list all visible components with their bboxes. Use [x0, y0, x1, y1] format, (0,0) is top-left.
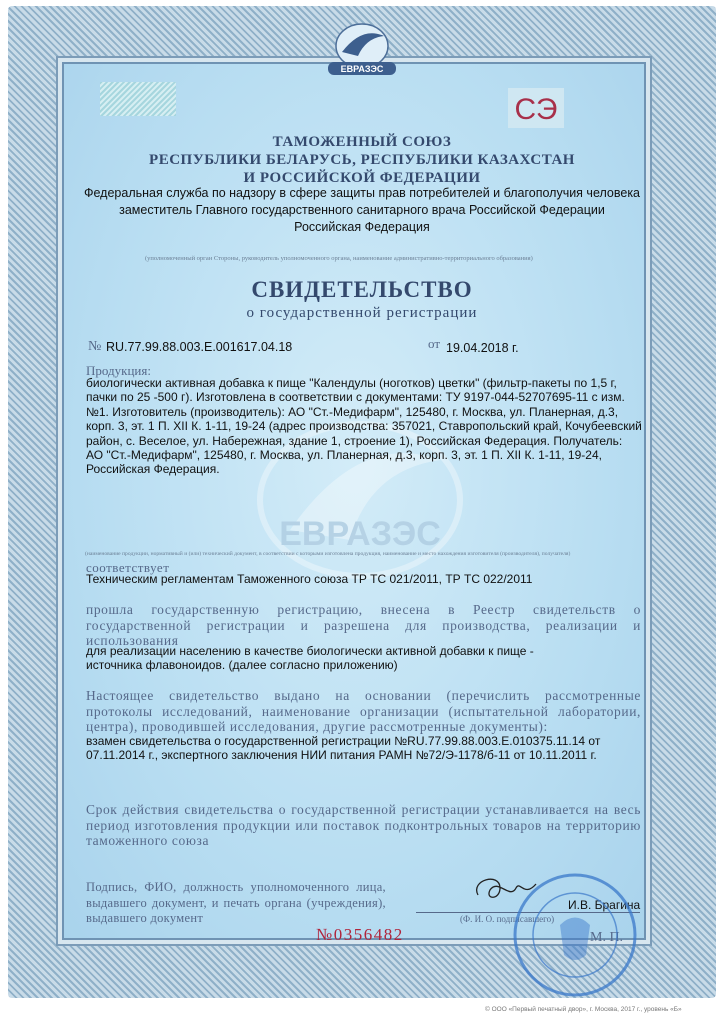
registration-number: RU.77.99.88.003.Е.001617.04.18: [106, 340, 293, 354]
authority-line-2: заместитель Главного государственного санитарного врача Российской Федерации: [119, 203, 605, 217]
basis-documents: взамен свидетельства о государственной регистрации №RU.77.99.88.003.Е.010375.11.14 от 07.11.2014 г., экспертного заключения НИИ питания РАМН №72/Э-1178/б-11 от 10.11.2011 г.: [86, 734, 601, 763]
official-stamp-icon: [510, 870, 640, 1000]
form-serial-number: №0356482: [316, 925, 404, 944]
basis-statement: Настоящее свидетельство выдано на основании (перечислить рассмотренные протоколы исследований, наименование организации (испытательной лаборатории, центра), проводившей исследования, другие рассмотренные документы):: [86, 688, 641, 734]
header-line-1: ТАМОЖЕННЫЙ СОЮЗ: [272, 134, 452, 150]
signature-label: Подпись, ФИО, должность уполномоченного лица, выдавшего документ, и печать органа (учреждения), выдавшего документ: [86, 880, 386, 925]
evrazes-emblem-icon: [318, 22, 406, 78]
header-line-2: РЕСПУБЛИКИ БЕЛАРУСЬ, РЕСПУБЛИКИ КАЗАХСТАН: [149, 152, 575, 168]
stamp-place-label: М. П.: [590, 930, 624, 945]
validity-statement: Срок действия свидетельства о государственной регистрации устанавливается на весь период изготовления продукции или поставок подконтрольных товаров на территорию таможенного союза: [86, 802, 641, 848]
svg-text:ЕВРАЗЭС: ЕВРАЗЭС: [340, 64, 384, 74]
fio-caption: (Ф. И. О. подписавшего): [460, 914, 555, 924]
eac-mark-icon: [508, 88, 564, 128]
number-prefix: №: [88, 339, 102, 354]
security-hologram: [100, 82, 176, 116]
registration-date: 19.04.2018 г.: [446, 341, 519, 355]
technical-regulations: Техническим регламентам Таможенного союза ТР ТС 021/2011, ТР ТС 022/2011: [86, 572, 533, 586]
svg-text:ЕВРАЗЭС: ЕВРАЗЭС: [279, 515, 441, 553]
authority-caption: (уполномоченный орган Стороны, руководитель уполномоченного органа, наименование административно-территориального образования): [145, 255, 533, 262]
conforms-label: соответствует: [86, 560, 170, 575]
product-line: АО "Ст.-Медифарм", 125480, г. Москва, ул. Планерная, д.3, корп. 3, эт. 1 П. XII К. 1-11, 19-24,: [86, 448, 602, 463]
date-prefix: от: [428, 336, 441, 351]
signatory-name: И.В. Брагина: [568, 898, 641, 912]
authority-line-3: Российская Федерация: [294, 220, 430, 234]
product-label: Продукция:: [86, 363, 151, 378]
product-caption: (наименование продукции, нормативный и (или) технический документ, в соответствии с которыми изготовлена продукция, наименование и место нахождения изготовителя (производителя), получателя): [85, 551, 571, 557]
usage-scope: для реализации населению в качестве биологически активной добавки к пище - источника флавоноидов. (далее согласно приложению): [86, 644, 534, 673]
product-line: биологически активная добавка к пище "Календулы (ноготков) цветки" (фильтр-пакеты по 1,5 г,: [86, 376, 617, 390]
product-line: корп. 3, эт. 1 П. XII К. 1-11, 19-24 (адрес производства: 357021, Ставропольский край, Кочубеевский: [86, 419, 642, 434]
authority-line-1: Федеральная служба по надзору в сфере защиты прав потребителей и благополучия человека: [83, 186, 641, 200]
document-title: СВИДЕТЕЛЬСТВО: [251, 277, 473, 302]
product-description: [86, 376, 646, 477]
product-line: №1. Изготовитель (производитель): АО "Ст.-Медифарм", 125480, г. Москва, ул. Планерная, д.3,: [86, 404, 619, 419]
document-subtitle: о государственной регистрации: [246, 305, 478, 321]
product-line: пачки по 25 -500 г). Изготовлена в соответствии с документами: ТУ 9197-044-52707695-11 с изм.: [86, 390, 625, 405]
registration-statement: прошла государственную регистрацию, внесена в Реестр свидетельств о государственной регистрации и разрешена для производства, реализации и использования: [86, 602, 641, 648]
product-line: район, с. Веселое, ул. Набережная, здание 1, строение 1), Российская Федерация. Получатель:: [86, 433, 623, 448]
product-line: Российская Федерация.: [86, 462, 220, 477]
header-line-3: И РОССИЙСКОЙ ФЕДЕРАЦИИ: [243, 170, 481, 186]
printer-credit: © ООО «Первый печатный двор», г. Москва, 2017 г., уровень «Б»: [485, 1006, 682, 1013]
svg-text:СЭ: СЭ: [514, 93, 558, 126]
